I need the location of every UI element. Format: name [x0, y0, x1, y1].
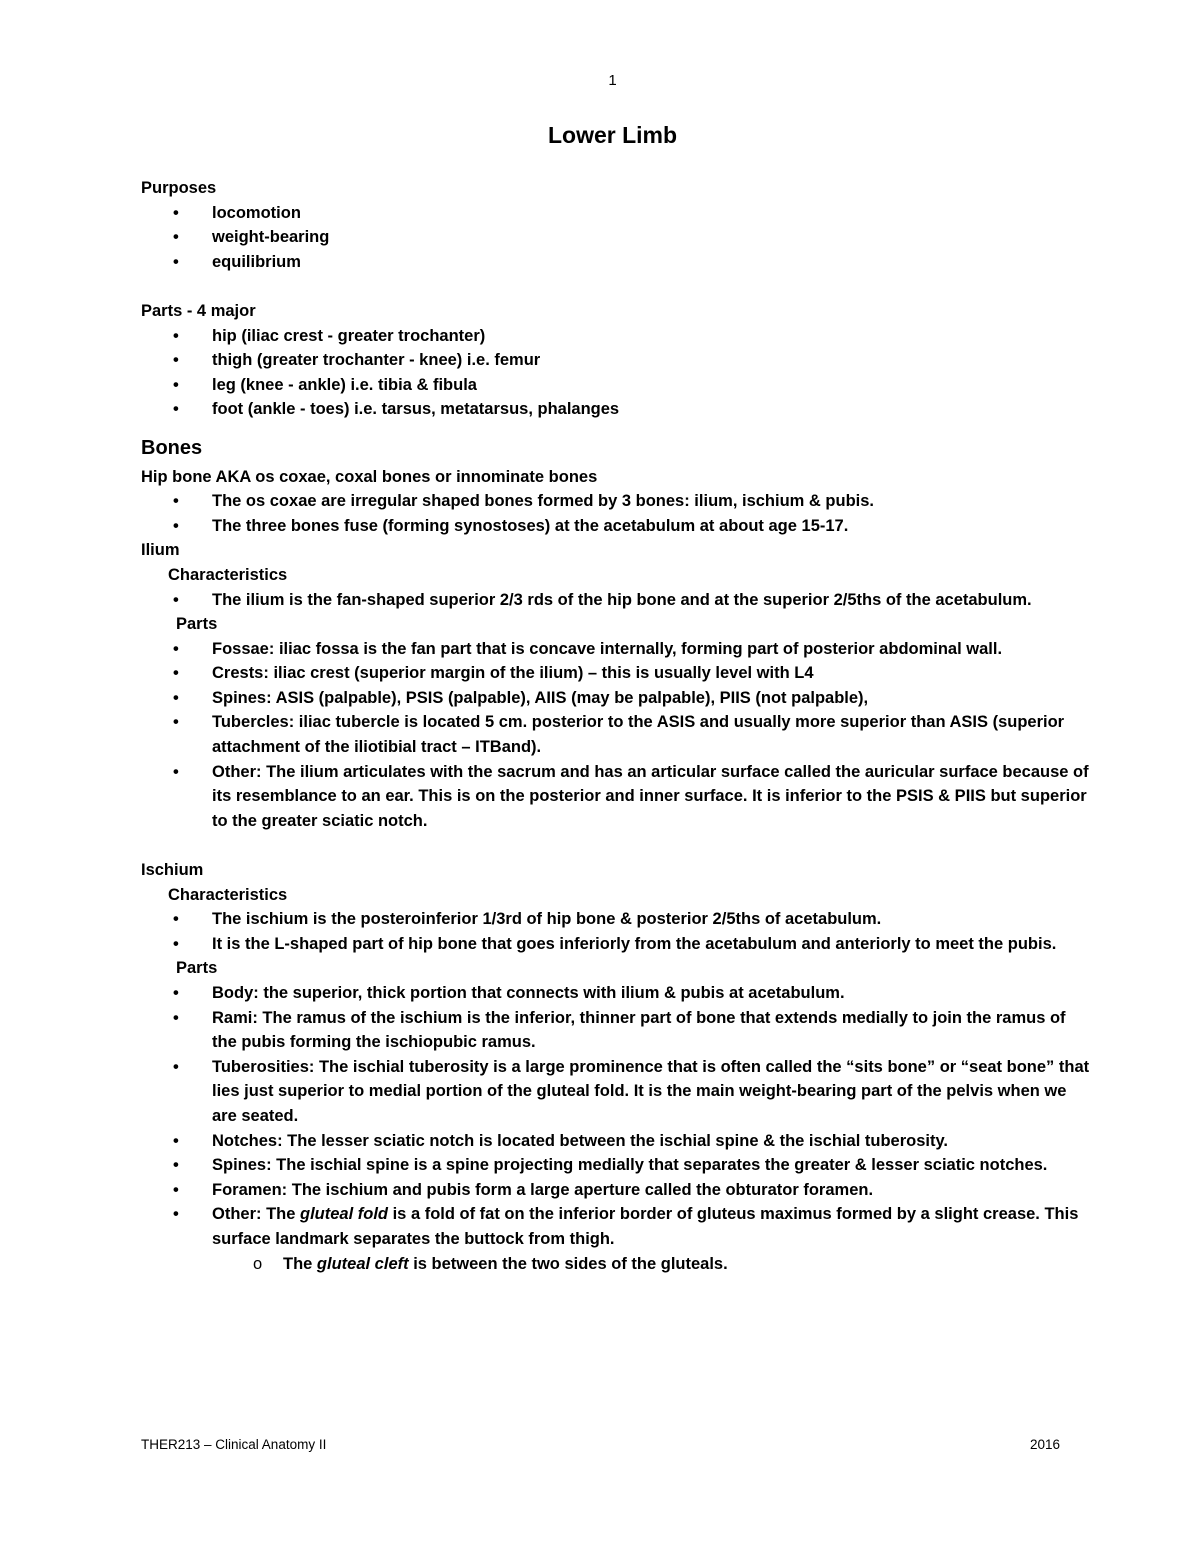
bullet-icon: •: [173, 934, 179, 953]
bullet-icon: •: [173, 1057, 179, 1076]
list-item: • leg (knee - ankle) i.e. tibia & fibula: [141, 373, 1091, 398]
ischium-heading: Ischium: [141, 861, 204, 880]
bullet-icon: •: [173, 252, 179, 271]
page-title: Lower Limb: [547, 122, 678, 148]
purposes-list: [141, 201, 1091, 275]
list-item: • Notches: The lesser sciatic notch is located between the ischial spine & the ischial tuberosity.: [141, 1129, 1091, 1154]
list-item: • Rami: The ramus of the ischium is the inferior, thinner part of bone that extends medially to join the ramus of the pubis forming the ischiopubic ramus.: [141, 1006, 1091, 1055]
purposes-heading: Purposes: [141, 179, 217, 197]
list-item: • equilibrium: [141, 250, 1091, 275]
ischium-characteristics-heading: Characteristics: [168, 885, 288, 904]
list-item: • Foramen: The ischium and pubis form a large aperture called the obturator foramen.: [141, 1178, 1091, 1203]
ilium-parts-list: [141, 637, 1091, 834]
bullet-icon: •: [173, 1008, 179, 1027]
list-item: • Spines: ASIS (palpable), PSIS (palpable), AIIS (may be palpable), PIIS (not palpable),: [141, 686, 1091, 711]
bullet-icon: •: [173, 713, 179, 732]
ilium-characteristics-heading: Characteristics: [168, 565, 288, 584]
sub-bullet-icon: o: [253, 1254, 263, 1273]
list-item: o The gluteal cleft is between the two sides of the gluteals.: [141, 1252, 1091, 1277]
footer-course: THER213 – Clinical Anatomy II: [141, 1437, 327, 1452]
ilium-parts-heading: Parts: [176, 615, 218, 634]
list-item: • Other: The gluteal fold is a fold of fat on the inferior border of gluteus maximus formed by a slight crease. This surface landmark separates the buttock from thigh.: [141, 1202, 1091, 1251]
bullet-icon: •: [173, 639, 179, 658]
bullet-icon: •: [173, 688, 179, 707]
ischium-parts-heading: Parts: [176, 959, 218, 978]
ilium-characteristics-list: [141, 588, 1091, 613]
bullet-icon: •: [173, 1180, 179, 1199]
bullet-icon: •: [173, 664, 179, 683]
list-item: • Tuberosities: The ischial tuberosity is a large prominence that is often called the “sits bone” or “seat bone” that lies just superior to medial portion of the gluteal fold. It is the main weight-bearing part of the pelvis when we are seated.: [141, 1055, 1091, 1129]
bullet-icon: •: [173, 1131, 179, 1150]
list-item: • thigh (greater trochanter - knee) i.e. femur: [141, 348, 1091, 373]
bullet-icon: •: [173, 984, 179, 1002]
page-number: 1: [608, 72, 617, 89]
list-item: • Tubercles: iliac tubercle is located 5 cm. posterior to the ASIS and usually more superior than ASIS (superior attachment of the iliotibial tract – ITBand).: [141, 710, 1091, 759]
bullet-icon: •: [173, 910, 179, 929]
bullet-icon: •: [173, 492, 179, 511]
hip-bone-heading: Hip bone AKA os coxae, coxal bones or innominate bones: [141, 467, 598, 486]
parts-major-heading: Parts - 4 major: [141, 301, 256, 320]
bullet-icon: •: [173, 228, 179, 247]
list-item: • Spines: The ischial spine is a spine projecting medially that separates the greater & lesser sciatic notches.: [141, 1153, 1091, 1178]
list-item: • locomotion: [141, 201, 1091, 226]
bullet-icon: •: [173, 516, 179, 535]
ischium-characteristics-list: [141, 907, 1091, 956]
bullet-icon: •: [173, 590, 179, 609]
bullet-icon: •: [173, 1205, 179, 1224]
list-item: • foot (ankle - toes) i.e. tarsus, metatarsus, phalanges: [141, 397, 1091, 422]
list-item: • weight-bearing: [141, 225, 1091, 250]
hip-bone-list: [141, 489, 1091, 538]
bullet-icon: •: [173, 351, 179, 370]
parts-major-list: [141, 324, 1091, 422]
ilium-heading: Ilium: [141, 541, 180, 560]
list-item: • Other: The ilium articulates with the sacrum and has an articular surface called the auricular surface because of its resemblance to an ear. This is on the posterior and inner surface. It is inferior to the PSIS & PIIS but superior to the greater sciatic notch.: [141, 760, 1091, 834]
document-body: [141, 176, 1091, 1276]
italic-term: gluteal cleft: [316, 1254, 409, 1273]
list-item: • The ischium is the posteroinferior 1/3rd of hip bone & posterior 2/5ths of acetabulum.: [141, 907, 1091, 932]
bullet-icon: •: [173, 400, 179, 419]
bullet-icon: •: [173, 326, 179, 345]
list-item: • Fossae: iliac fossa is the fan part that is concave internally, forming part of posterior abdominal wall.: [141, 637, 1091, 662]
list-item: • It is the L-shaped part of hip bone that goes inferiorly from the acetabulum and anteriorly to meet the pubis.: [141, 932, 1091, 957]
bullet-icon: •: [173, 375, 179, 394]
list-item: • hip (iliac crest - greater trochanter): [141, 324, 1091, 349]
list-item: • The os coxae are irregular shaped bones formed by 3 bones: ilium, ischium & pubis.: [141, 489, 1091, 514]
italic-term: gluteal fold: [300, 1205, 389, 1224]
list-item: • Crests: iliac crest (superior margin of the ilium) – this is usually level with L4: [141, 661, 1091, 686]
ischium-parts-list: [141, 981, 1091, 1276]
footer-year: 2016: [1029, 1437, 1060, 1452]
list-item: • Body: the superior, thick portion that connects with ilium & pubis at acetabulum.: [141, 981, 1091, 1006]
bullet-icon: •: [173, 1156, 179, 1175]
bones-heading: Bones: [141, 436, 203, 459]
list-item: • The three bones fuse (forming synostoses) at the acetabulum at about age 15-17.: [141, 514, 1091, 539]
bullet-icon: •: [173, 762, 179, 781]
bullet-icon: •: [173, 203, 179, 222]
list-item: • The ilium is the fan-shaped superior 2/3 rds of the hip bone and at the superior 2/5ths of the acetabulum.: [141, 588, 1091, 613]
